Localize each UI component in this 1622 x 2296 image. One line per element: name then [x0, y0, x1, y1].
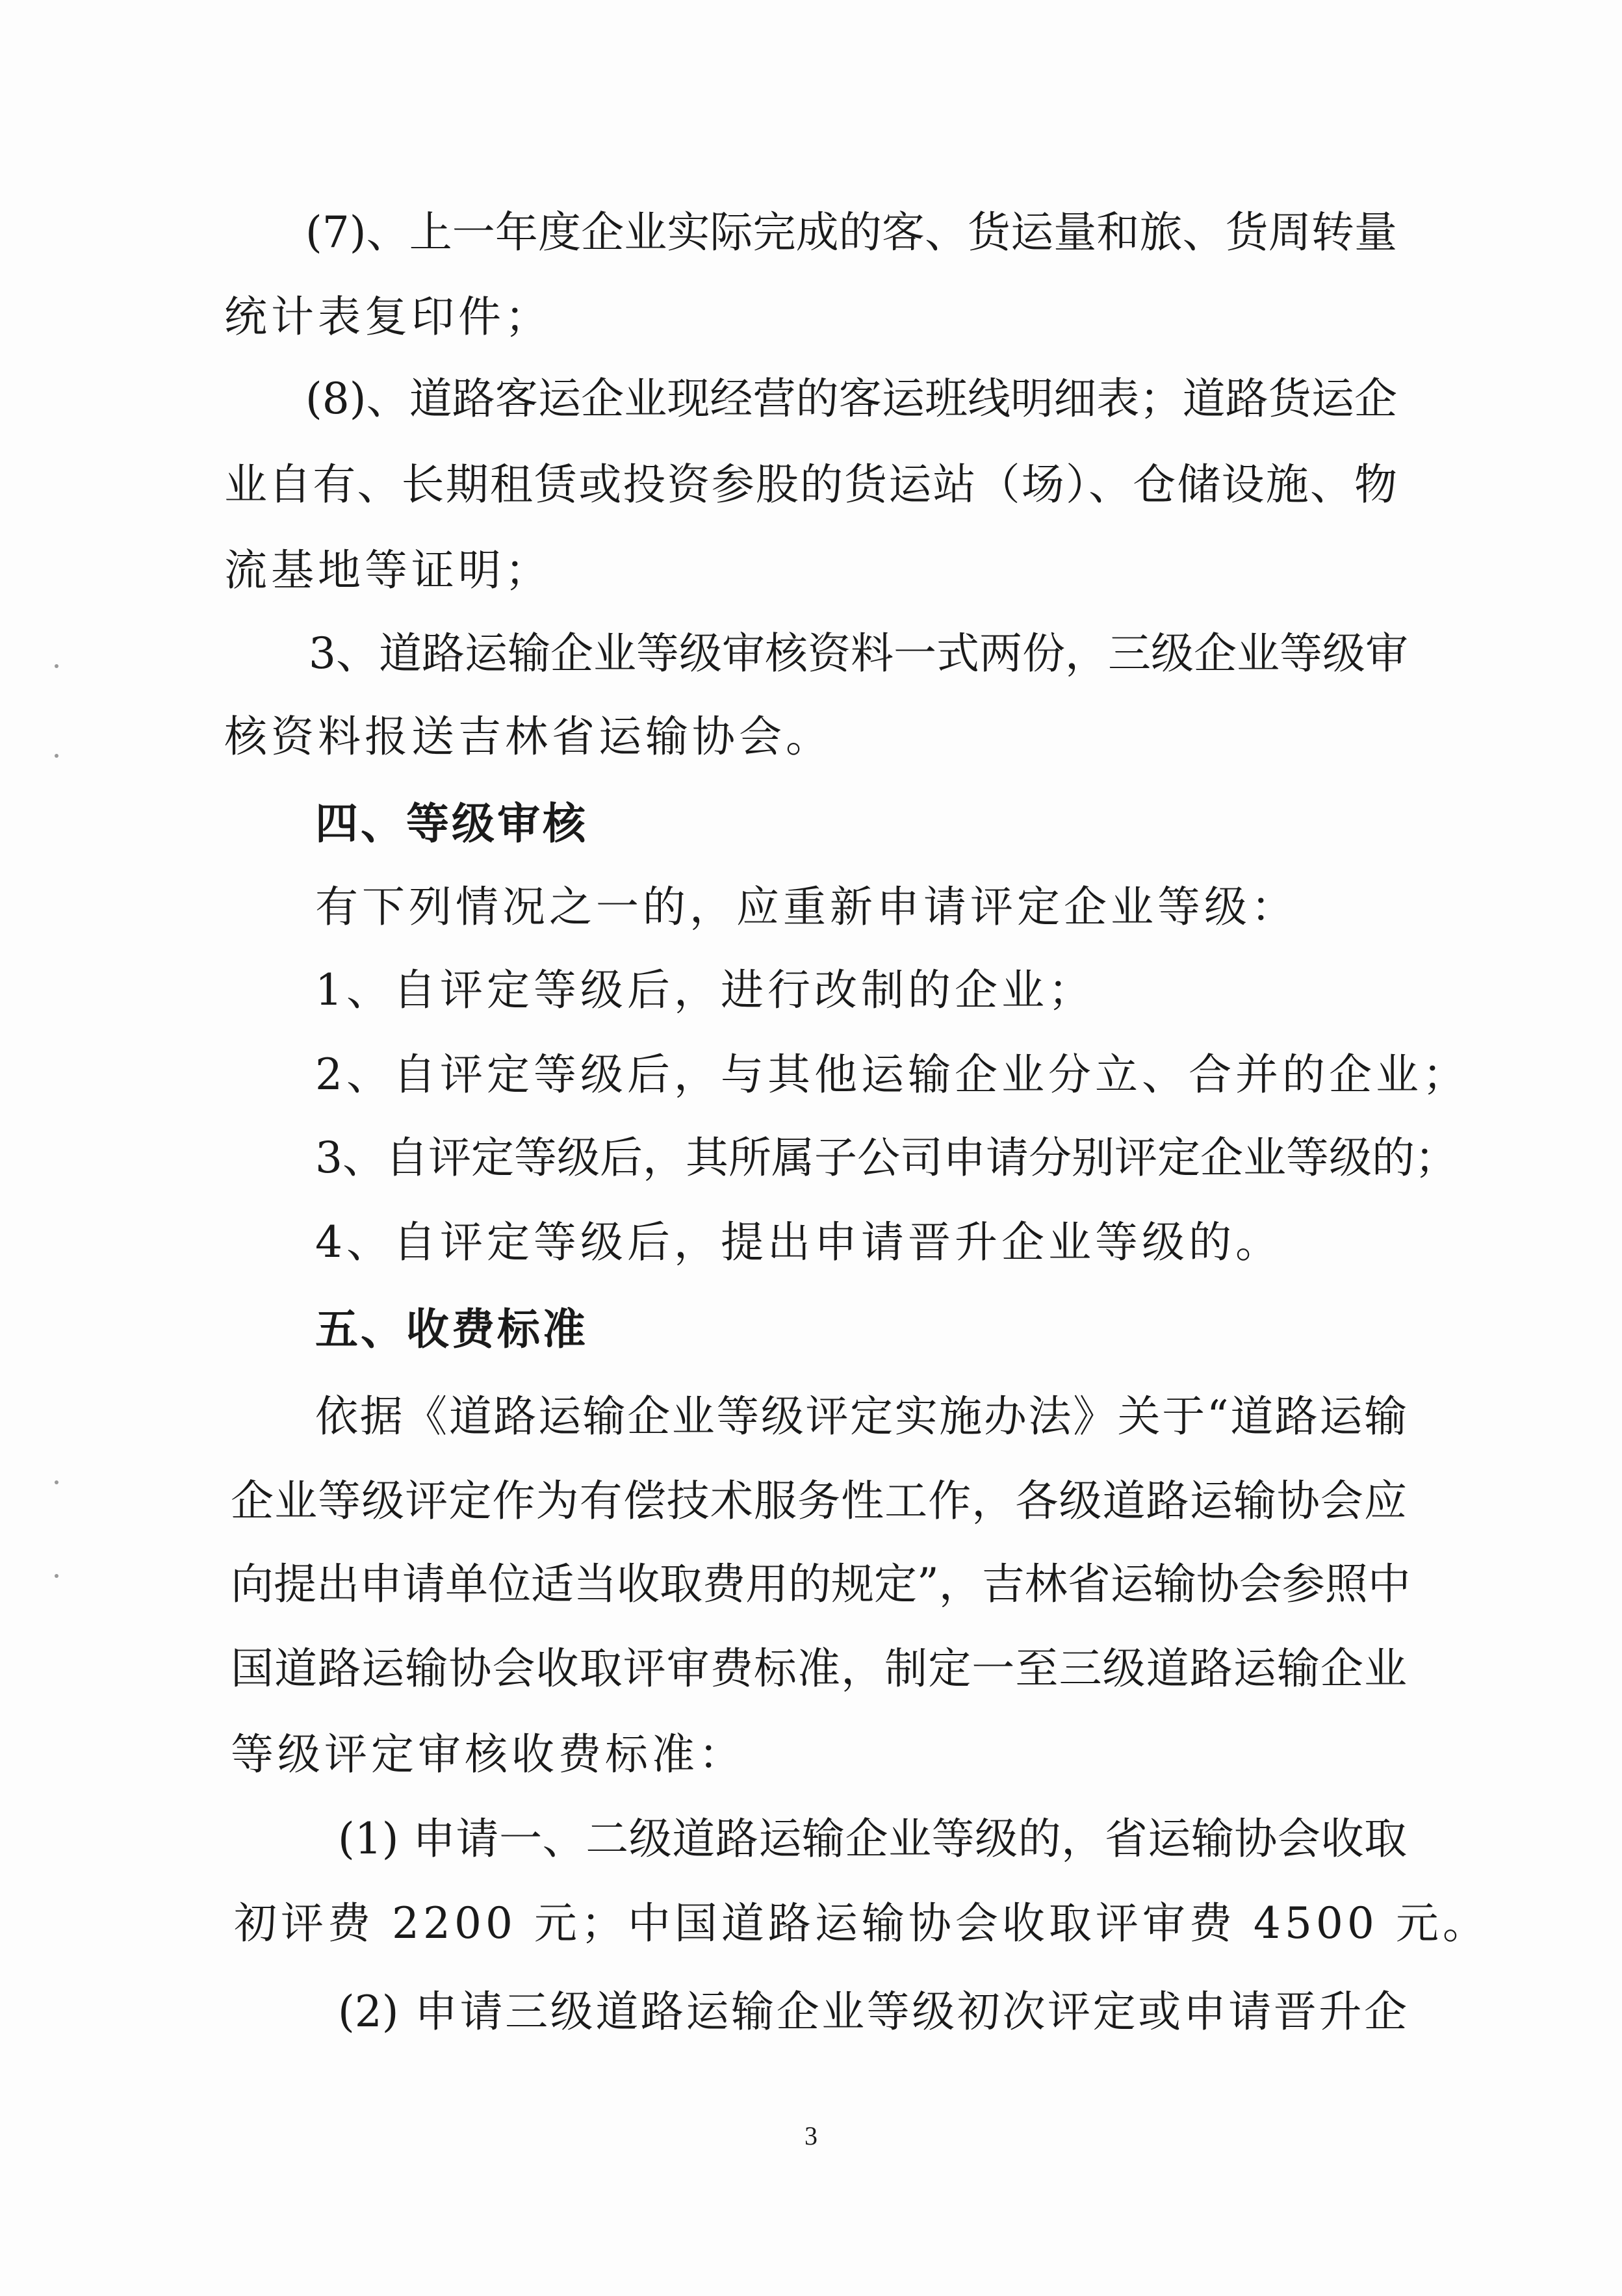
text-line-10: 1、自评定等级后，进行改制的企业； — [315, 965, 1095, 1015]
scan-speck — [55, 1480, 58, 1484]
section-heading-4: 四、等级审核 — [315, 799, 588, 849]
text-line-7: 核资料报送吉林省运输协会。 — [224, 712, 832, 762]
text-line-1: (7)、上一年度企业实际完成的客、货运量和旅、货周转量 — [305, 207, 1397, 257]
text-line-19: 等级评定审核收费标准： — [231, 1729, 745, 1779]
text-line-18: 国道路运输协会收取评审费标准，制定一至三级道路运输企业 — [231, 1644, 1407, 1694]
text-line-21: 初评费 2200 元；中国道路运输协会收取评审费 4500 元。 — [234, 1898, 1489, 1948]
text-line-12: 3、自评定等级后，其所属子公司申请分别评定企业等级的； — [315, 1133, 1458, 1183]
text-line-9: 有下列情况之一的，应重新申请评定企业等级： — [315, 882, 1298, 932]
text-line-6: 3、道路运输企业等级审核资料一式两份，三级企业等级审 — [309, 628, 1408, 678]
section-heading-5: 五、收费标准 — [315, 1304, 588, 1354]
scan-speck — [55, 664, 58, 668]
scan-speck — [55, 1574, 58, 1578]
text-line-2: 统计表复印件； — [224, 292, 552, 342]
text-line-4: 业自有、长期租赁或投资参股的货运站（场）、仓储设施、物 — [224, 459, 1397, 510]
text-line-20: (1) 申请一、二级道路运输企业等级的，省运输协会收取 — [338, 1814, 1407, 1864]
text-line-22: (2) 申请三级道路运输企业等级初次评定或申请晋升企 — [338, 1987, 1407, 2037]
text-line-3: (8)、道路客运企业现经营的客运班线明细表；道路货运企 — [305, 374, 1397, 424]
text-line-13: 4、自评定等级后，提出申请晋升企业等级的。 — [315, 1217, 1282, 1267]
text-line-15: 依据《道路运输企业等级评定实施办法》关于“道路运输 — [315, 1391, 1407, 1441]
text-line-5: 流基地等证明； — [224, 545, 552, 595]
text-line-16: 企业等级评定作为有偿技术服务性工作，各级道路运输协会应 — [231, 1476, 1407, 1526]
text-line-17: 向提出申请单位适当收取费用的规定”，吉林省运输协会参照中 — [231, 1559, 1411, 1609]
page-number: 3 — [805, 2121, 817, 2150]
scan-speck — [55, 754, 58, 758]
text-line-11: 2、自评定等级后，与其他运输企业分立、合并的企业； — [315, 1050, 1469, 1100]
